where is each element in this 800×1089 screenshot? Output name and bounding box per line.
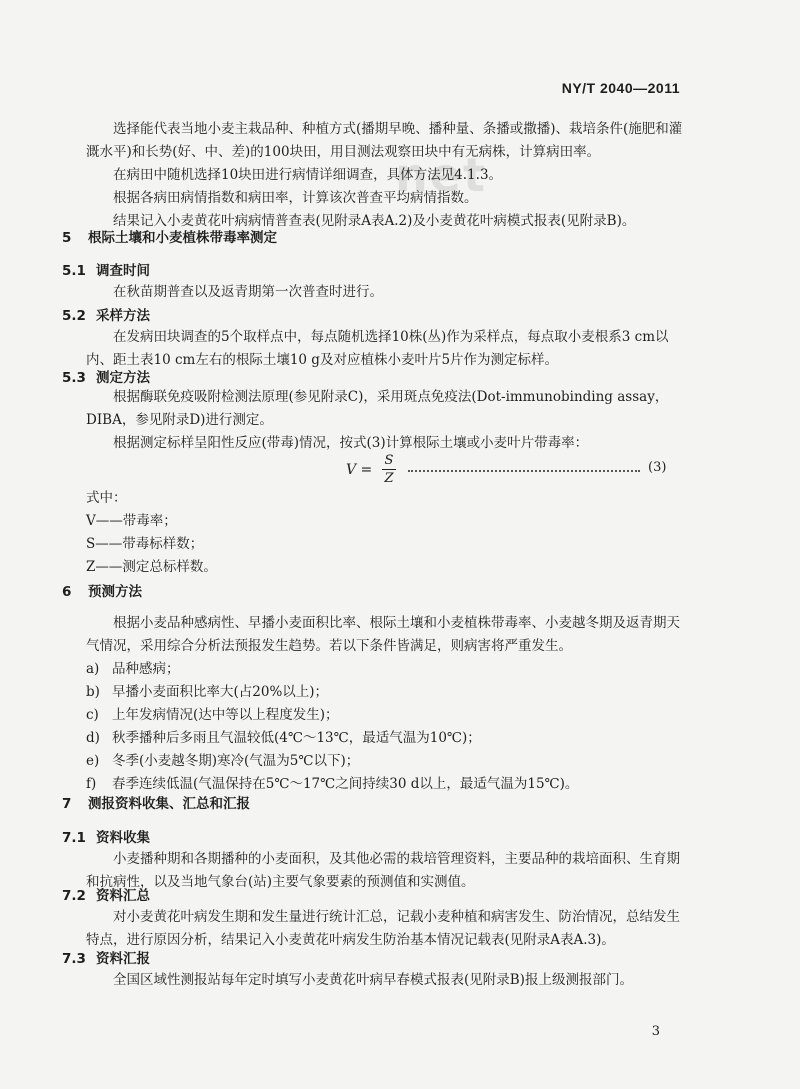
section-heading-5 <box>62 226 277 246</box>
section-title: 预测方法 <box>88 584 142 600</box>
paragraph: 在秋苗期普查以及返青期第一次普查时进行。 <box>113 284 383 300</box>
section-title: 测定方法 <box>96 370 150 386</box>
formula-numerator: S <box>384 453 394 468</box>
list-marker: a) <box>86 661 100 677</box>
list-marker: f) <box>86 776 97 792</box>
paragraph: 根据酶联免疫吸附检测法原理(参见附录C)，采用斑点免疫法(Dot-immunobinding assay，DIBA，参见附录D)进行测定。 <box>86 389 669 428</box>
section-title: 测报资料收集、汇总和汇报 <box>88 796 250 812</box>
section-title: 采样方法 <box>96 308 150 324</box>
section-title: 根际土壤和小麦植株带毒率测定 <box>88 230 277 246</box>
list-text: 品种感病； <box>112 661 180 677</box>
paragraph: 全国区域性测报站每年定时填写小麦黄花叶病早春模式报表(见附录B)报上级测报部门。 <box>113 972 633 988</box>
section-number: 7.2 <box>62 888 86 904</box>
top-paragraphs <box>86 118 686 233</box>
list-item <box>86 750 686 773</box>
paragraph: 对小麦黄花叶病发生期和发生量进行统计汇总，记载小麦种植和病害发生、防治情况，总结发生特点，进行原因分析，结果记入小麦黄花叶病发生防治基本情况记载表(见附录A表A.3)。 <box>86 909 680 948</box>
section-number: 6 <box>62 584 72 600</box>
section-7-1-body <box>86 848 686 894</box>
formula-3 <box>330 452 690 492</box>
standard-code: NY/T 2040—2011 <box>561 80 680 96</box>
list-marker: d) <box>86 730 100 746</box>
paragraph: 根据小麦品种感病性、早播小麦面积比率、根际土壤和小麦植株带毒率、小麦越冬期及返青期天气情况，采用综合分析法预报发生趋势。若以下条件皆满足，则病害将严重发生。 <box>86 615 680 654</box>
list-text: 春季连续低温(气温保持在5℃～17℃之间持续30 d以上，最适气温为15℃)。 <box>112 776 579 792</box>
section-heading-5-2 <box>62 304 150 324</box>
section-5-2-body <box>86 326 686 372</box>
list-text: 秋季播种后多雨且气温较低(4℃～13℃，最适气温为10℃)； <box>112 730 481 746</box>
watermark: net <box>395 148 487 202</box>
paragraph: 在病田中随机选择10块田进行病情详细调查，具体方法见4.1.3。 <box>113 167 503 183</box>
section-heading-7-3 <box>62 947 150 967</box>
formula-leader-dots <box>408 462 640 472</box>
list-item <box>86 681 686 704</box>
section-number: 5 <box>62 230 72 246</box>
list-text: 上年发病情况(达中等以上程度发生)； <box>112 707 339 723</box>
equation-number: (3) <box>648 460 667 475</box>
section-number: 7.1 <box>62 830 86 846</box>
page-number: 3 <box>651 1024 660 1039</box>
list-item <box>86 704 686 727</box>
paragraph: 根据各病田病情指数和病田率，计算该次普查平均病情指数。 <box>113 190 478 206</box>
where-item: Z——测定总标样数。 <box>86 559 217 575</box>
section-7-3-body <box>86 969 686 992</box>
paragraph: 根据测定标样呈阳性反应(带毒)情况，按式(3)计算根际土壤或小麦叶片带毒率： <box>113 435 589 451</box>
section-heading-7 <box>62 792 250 812</box>
section-number: 5.1 <box>62 263 86 279</box>
section-number: 5.2 <box>62 308 86 324</box>
paragraph: 结果记入小麦黄花叶病病情普查表(见附录A表A.2)及小麦黄花叶病模式报表(见附录B)。 <box>113 213 636 229</box>
section-heading-5-1 <box>62 259 150 279</box>
section-heading-6 <box>62 580 142 600</box>
section-number: 7 <box>62 796 72 812</box>
section-title: 调查时间 <box>96 263 150 279</box>
section-heading-5-3 <box>62 366 150 386</box>
section-title: 资料汇总 <box>96 888 150 904</box>
paragraph: 在发病田块调查的5个取样点中，每点随机选择10株(丛)作为采样点，每点取小麦根系3 cm以内、距土表10 cm左右的根际土壤10 g及对应植株小麦叶片5片作为测定标样。 <box>86 329 669 368</box>
formula-lhs: V = <box>346 462 373 478</box>
section-title: 资料收集 <box>96 830 150 846</box>
list-text: 冬季(小麦越冬期)寒冷(气温为5℃以下)； <box>112 753 360 769</box>
section-number: 5.3 <box>62 370 86 386</box>
section-number: 7.3 <box>62 951 86 967</box>
where-label: 式中： <box>86 490 127 506</box>
list-marker: c) <box>86 707 99 723</box>
section-heading-7-1 <box>62 826 150 846</box>
formula-denominator: Z <box>382 469 396 487</box>
paragraph: 选择能代表当地小麦主栽品种、种植方式(播期早晚、播种量、条播或撒播)、栽培条件(施肥和灌溉水平)和长势(好、中、差)的100块田，用目测法观察田块中有无病株，计算病田率。 <box>86 121 683 160</box>
list-marker: b) <box>86 684 100 700</box>
formula-fraction <box>382 452 396 487</box>
where-block <box>86 487 686 579</box>
section-7-2-body <box>86 906 686 952</box>
paragraph: 小麦播种期和各期播种的小麦面积，及其他必需的栽培管理资料，主要品种的栽培面积、生育期和抗病性，以及当地气象台(站)主要气象要素的预测值和实测值。 <box>86 851 680 890</box>
list-text: 早播小麦面积比率大(占20%以上)； <box>112 684 329 700</box>
list-item <box>86 658 686 681</box>
list-marker: e) <box>86 753 100 769</box>
section-title: 资料汇报 <box>96 951 150 967</box>
section-5-1-body <box>86 281 686 304</box>
section-5-3-body <box>86 386 686 455</box>
section-6-body <box>86 612 686 796</box>
where-item: V——带毒率； <box>86 513 177 529</box>
section-heading-7-2 <box>62 884 150 904</box>
where-item: S——带毒标样数； <box>86 536 204 552</box>
list-item <box>86 727 686 750</box>
